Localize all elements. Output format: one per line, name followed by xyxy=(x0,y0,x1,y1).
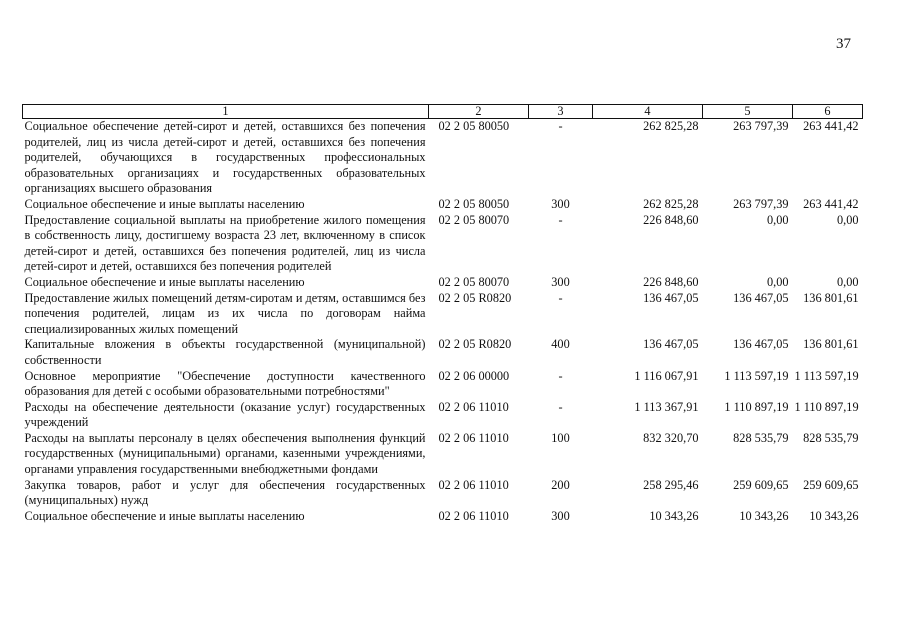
cell-expense-type: 400 xyxy=(551,337,570,352)
cell-amount-col-5: 0,00 xyxy=(766,212,789,227)
cell-expense-type: - xyxy=(558,119,563,133)
header-col-3: 3 xyxy=(529,105,593,119)
cell-amount-col-4: 258 295,46 xyxy=(643,477,699,492)
cell-amount-col-5: 263 797,39 xyxy=(733,119,789,133)
table-row xyxy=(23,213,863,275)
cell-expense-name: Предоставление жилых помещений детям-сиротам и детям, оставшимся без попечения родителей, лицам из их числа по договорам найма специализированных жилых помещений xyxy=(24,290,426,336)
header-col-5: 5 xyxy=(703,105,793,119)
cell-amount-col-4: 226 848,60 xyxy=(643,212,699,227)
cell-amount-col-6: 263 441,42 xyxy=(803,196,859,211)
cell-expense-name: Социальное обеспечение и иные выплаты населению xyxy=(24,274,305,289)
cell-target-article: 02 2 06 11010 xyxy=(438,399,509,414)
cell-amount-col-6: 0,00 xyxy=(836,212,859,227)
cell-amount-col-4: 832 320,70 xyxy=(643,430,699,445)
cell-target-article: 02 2 05 80070 xyxy=(438,274,510,289)
cell-amount-col-5: 259 609,65 xyxy=(733,477,789,492)
cell-expense-type: 100 xyxy=(551,430,570,445)
cell-amount-col-6: 1 113 597,19 xyxy=(794,368,859,383)
table-row xyxy=(23,119,863,197)
cell-expense-name: Основное мероприятие "Обеспечение доступности качественного образования для детей с особыми образовательными потребностями" xyxy=(24,368,426,399)
cell-target-article: 02 2 06 00000 xyxy=(438,368,510,383)
cell-amount-col-4: 10 343,26 xyxy=(649,508,699,523)
cell-amount-col-4: 226 848,60 xyxy=(643,274,699,289)
header-col-4: 4 xyxy=(593,105,703,119)
cell-amount-col-6: 259 609,65 xyxy=(803,477,859,492)
cell-target-article: 02 2 05 80070 xyxy=(438,212,510,227)
cell-amount-col-4: 136 467,05 xyxy=(643,337,699,352)
cell-amount-col-4: 136 467,05 xyxy=(643,290,699,305)
cell-amount-col-6: 1 110 897,19 xyxy=(794,399,859,414)
cell-expense-name: Расходы на выплаты персоналу в целях обеспечения выполнения функций государственных (муниципальными) органами, казенными учреждениями, органами управления государственными внебюджетными фондами xyxy=(24,430,426,477)
header-col-6: 6 xyxy=(793,105,863,119)
budget-table-container xyxy=(22,104,862,524)
cell-amount-col-6: 136 801,61 xyxy=(803,290,859,305)
cell-expense-type: 200 xyxy=(551,477,570,492)
header-row xyxy=(23,105,863,119)
cell-expense-name: Расходы на обеспечение деятельности (оказание услуг) государственных учреждений xyxy=(24,399,426,430)
cell-amount-col-5: 0,00 xyxy=(766,274,789,289)
cell-expense-name: Закупка товаров, работ и услуг для обеспечения государственных (муниципальных) нужд xyxy=(24,477,426,508)
cell-target-article: 02 2 06 11010 xyxy=(438,430,509,445)
cell-target-article: 02 2 05 80050 xyxy=(438,196,510,211)
cell-amount-col-6: 0,00 xyxy=(836,274,859,289)
cell-amount-col-5: 1 113 597,19 xyxy=(724,368,789,383)
cell-target-article: 02 2 06 11010 xyxy=(438,477,509,492)
table-row xyxy=(23,275,863,291)
cell-amount-col-5: 136 467,05 xyxy=(733,290,789,305)
cell-amount-col-5: 263 797,39 xyxy=(733,196,789,211)
cell-amount-col-5: 1 110 897,19 xyxy=(724,399,789,414)
cell-target-article: 02 2 05 80050 xyxy=(438,119,510,133)
cell-expense-type: - xyxy=(558,212,563,227)
header-col-2: 2 xyxy=(429,105,529,119)
cell-amount-col-6: 136 801,61 xyxy=(803,337,859,352)
cell-expense-type: 300 xyxy=(551,196,570,211)
table-row xyxy=(23,478,863,509)
cell-amount-col-4: 262 825,28 xyxy=(643,119,699,133)
cell-amount-col-6: 828 535,79 xyxy=(803,430,859,445)
cell-target-article: 02 2 06 11010 xyxy=(438,508,509,523)
cell-target-article: 02 2 05 R0820 xyxy=(438,290,512,305)
table-row xyxy=(23,197,863,213)
table-row xyxy=(23,369,863,400)
cell-amount-col-5: 136 467,05 xyxy=(733,337,789,352)
cell-expense-type: - xyxy=(558,290,563,305)
table-row xyxy=(23,509,863,525)
cell-amount-col-5: 10 343,26 xyxy=(739,508,789,523)
cell-expense-type: 300 xyxy=(551,274,570,289)
cell-amount-col-6: 10 343,26 xyxy=(809,508,859,523)
cell-expense-name: Капитальные вложения в объекты государственной (муниципальной) собственности xyxy=(24,337,426,367)
table-row xyxy=(23,337,863,368)
cell-expense-type: - xyxy=(558,368,563,383)
cell-expense-name: Социальное обеспечение детей-сирот и детей, оставшихся без попечения родителей, лиц из числа детей-сирот и детей, оставшихся без попечения родителей, обучающихся в государственных профессиональных образовательных организациях и государственных образовательных организациях высшего образования xyxy=(24,119,426,196)
table-body xyxy=(23,119,863,525)
cell-amount-col-4: 262 825,28 xyxy=(643,196,699,211)
budget-table xyxy=(22,104,863,524)
cell-amount-col-5: 828 535,79 xyxy=(733,430,789,445)
header-col-1: 1 xyxy=(23,105,429,119)
cell-expense-type: 300 xyxy=(551,508,570,523)
cell-expense-name: Предоставление социальной выплаты на приобретение жилого помещения в собственность лицу, достигшему возраста 23 лет, включенному в список детей-сирот и детей, оставшихся без попечения родителей, лиц из числа детей-сирот и детей, оставшихся без попечения родителей xyxy=(24,212,426,274)
table-row xyxy=(23,431,863,478)
cell-expense-name: Социальное обеспечение и иные выплаты населению xyxy=(24,508,305,523)
cell-expense-name: Социальное обеспечение и иные выплаты населению xyxy=(24,196,305,211)
cell-expense-type: - xyxy=(558,399,563,414)
cell-amount-col-4: 1 116 067,91 xyxy=(634,368,699,383)
table-row xyxy=(23,291,863,338)
table-header xyxy=(23,105,863,119)
cell-amount-col-6: 263 441,42 xyxy=(803,119,859,133)
page-number: 37 xyxy=(836,36,851,52)
table-row xyxy=(23,400,863,431)
cell-amount-col-4: 1 113 367,91 xyxy=(634,399,699,414)
cell-target-article: 02 2 05 R0820 xyxy=(438,337,512,352)
